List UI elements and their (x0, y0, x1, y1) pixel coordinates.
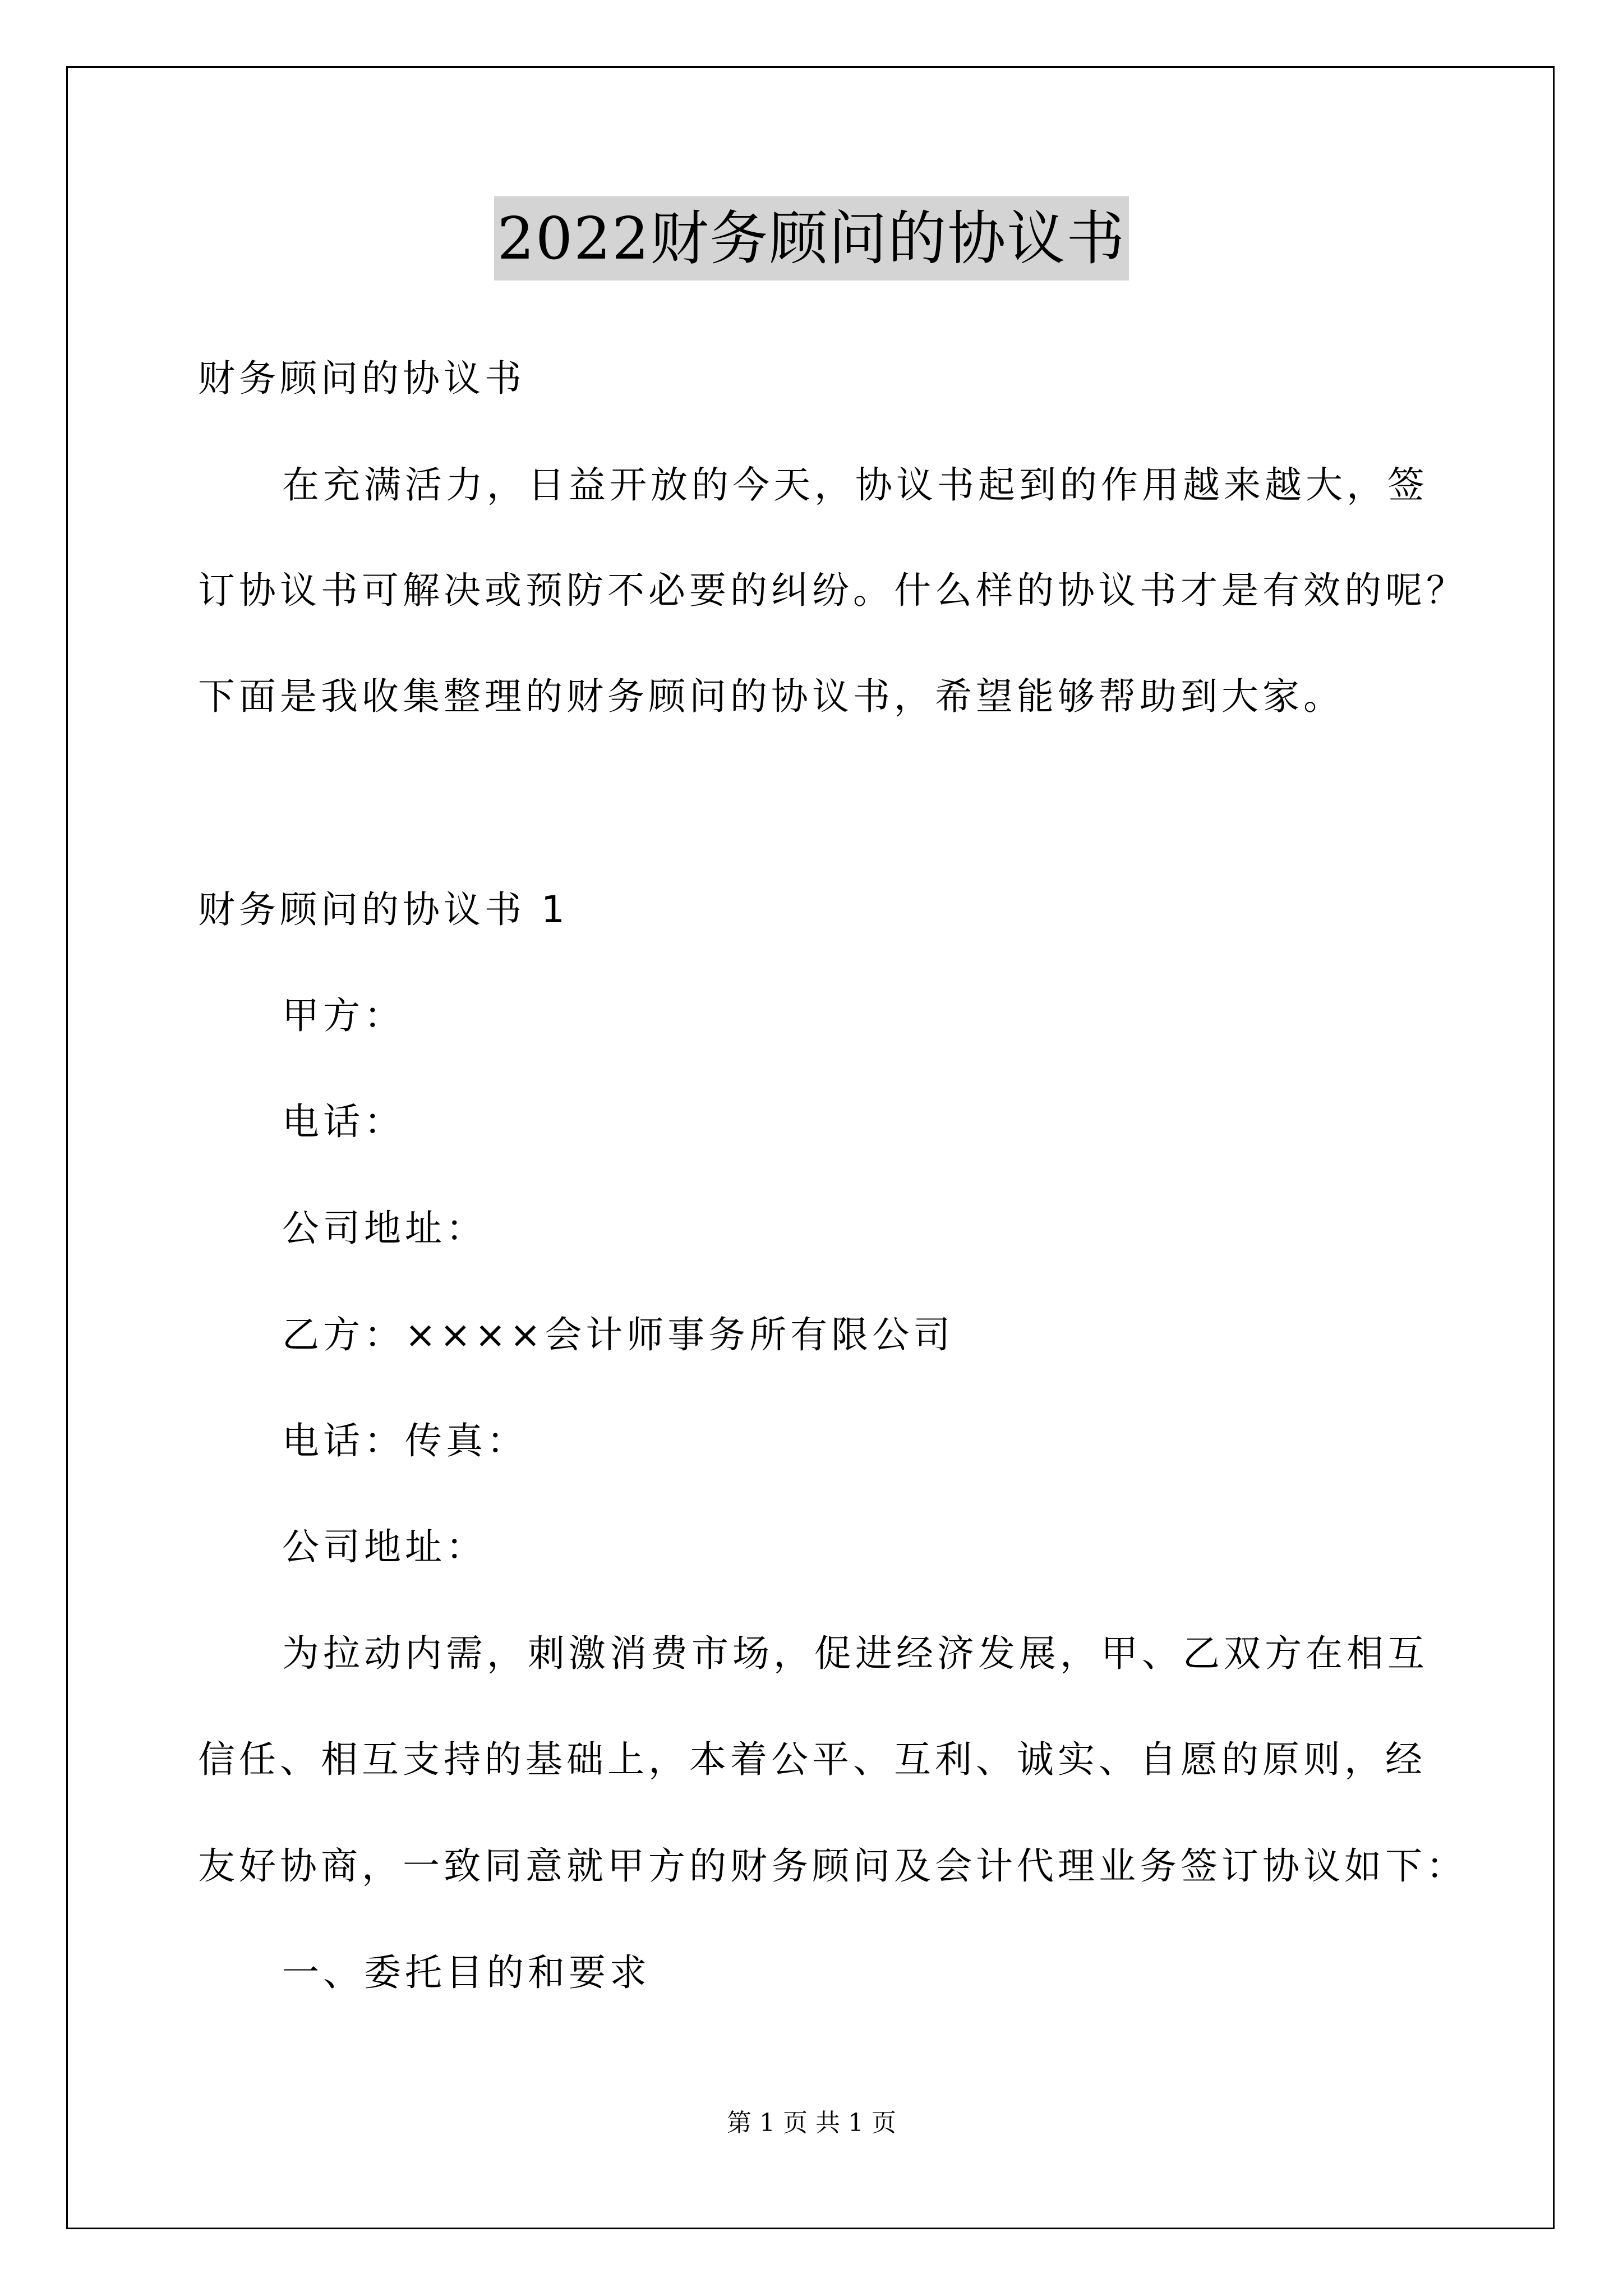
document-title: 2022财务顾问的协议书 (494, 196, 1129, 280)
intro-line-3: 下面是我收集整理的财务顾问的协议书，希望能够帮助到大家。 (198, 675, 1344, 718)
party-b-phone-fax-line: 电话：传真： (282, 1419, 528, 1462)
body-line-2: 信任、相互支持的基础上，本着公平、互利、诚实、自愿的原则，经 (198, 1738, 1426, 1781)
party-b-address-line: 公司地址： (282, 1525, 487, 1568)
party-b-line: 乙方：××××会计师事务所有限公司 (282, 1313, 955, 1356)
body-line-1: 为拉动内需，刺激消费市场，促进经济发展，甲、乙双方在相互 (282, 1632, 1428, 1675)
section-heading: 财务顾问的协议书 1 (198, 888, 569, 931)
page-footer: 第 1 页 共 1 页 (727, 2109, 896, 2137)
subtitle-line: 财务顾问的协议书 (198, 357, 525, 400)
party-a-line: 甲方： (282, 994, 405, 1037)
clause-heading: 一、委托目的和要求 (282, 1951, 651, 1994)
party-a-phone-line: 电话： (282, 1100, 405, 1143)
party-a-address-line: 公司地址： (282, 1207, 487, 1250)
intro-line-2: 订协议书可解决或预防不必要的纠纷。什么样的协议书才是有效的呢？ (198, 569, 1467, 612)
title-container (0, 196, 1623, 280)
intro-line-1: 在充满活力，日益开放的今天，协议书起到的作用越来越大，签 (282, 463, 1428, 507)
body-line-3: 友好协商，一致同意就甲方的财务顾问及会计代理业务签订协议如下： (198, 1844, 1467, 1888)
